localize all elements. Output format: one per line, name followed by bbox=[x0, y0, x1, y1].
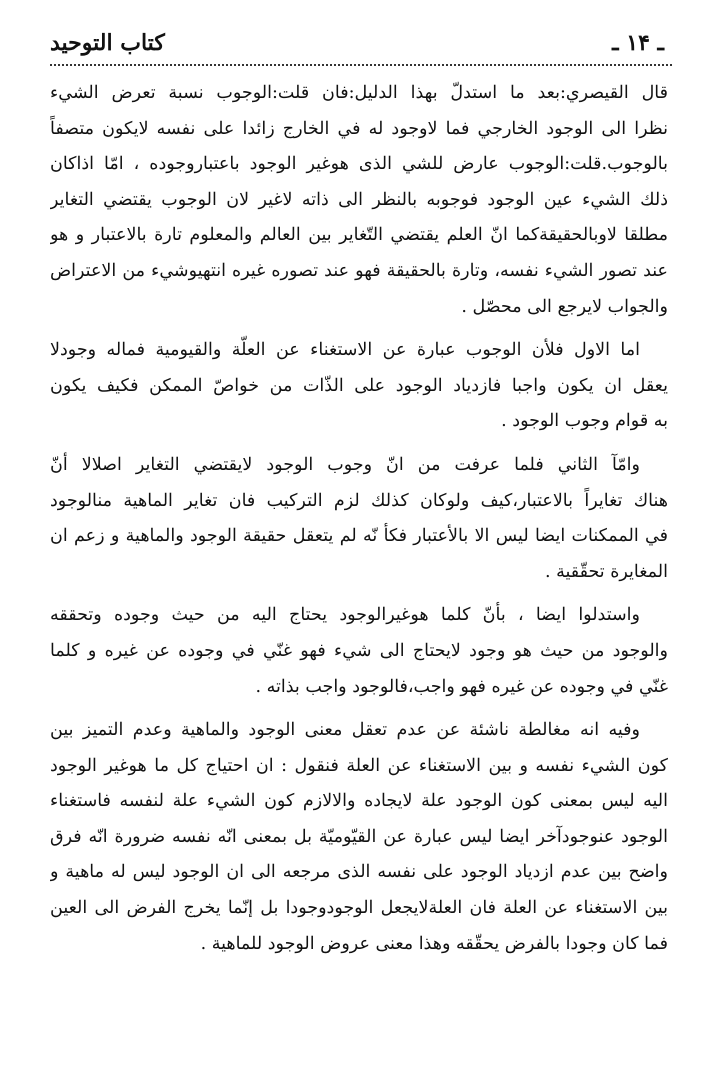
page-header bbox=[50, 26, 664, 60]
book-title: کتاب التوحید bbox=[50, 30, 165, 56]
text-line: اما الاول فلأن الوجوب عبارة عن الاستغناء عن العلّة والقیومیة فماله وجودلا bbox=[50, 340, 640, 361]
text-line: واستدلوا ایضا ، بأنّ کلما هوغیرالوجود یحتاج الیه من حیث وجوده وتحققه bbox=[50, 605, 640, 626]
text-line: قال القیصري:بعد ما استدلّ بهذا الدلیل:فان قلت:الوجوب نسبة تعرض الشيء bbox=[50, 83, 668, 103]
text-line: الیه لیس بمعنی کون الوجود علة لایجاده والالازم کون الشيء علة لنفسه فاستغناء bbox=[50, 791, 668, 812]
paragraph bbox=[50, 333, 668, 440]
paragraph bbox=[50, 598, 668, 705]
text-line: کون الشيء نفسه و بین الاستغناء عن العلة فنقول : ان احتیاج کل ما هوغیر الوجود bbox=[50, 755, 668, 776]
text-line: غنّي في وجوده عن غیره فهو واجب،فالوجود واجب بذاته . bbox=[255, 676, 668, 697]
text-line: به قوام وجوب الوجود . bbox=[501, 411, 668, 432]
text-line: وامّآ الثاني فلما عرفت من انّ وجوب الوجود لایقتضي التغایر اصلالا أنّ bbox=[50, 454, 640, 475]
text-line: یعقل ان یکون واجبا فازدیاد الوجود علی الذّات من خواصّ الممکن فکیف یکون bbox=[50, 375, 668, 396]
text-line: ذلك الشيء عین الوجود فوجوبه بالنظر الی ذاته لاغیر لان الوجوب یقتضي التغایر bbox=[50, 189, 668, 210]
text-line: المغایرة تحقّقیة . bbox=[544, 561, 668, 582]
text-line: فما کان وجودا بالفرض یحقّقه وهذا معنی عروض الوجود للماهیة . bbox=[200, 933, 668, 954]
text-line: وفیه انه مغالطة ناشئة عن عدم تعقل معنی الوجود والماهیة وعدم التمیز بین bbox=[50, 720, 640, 741]
text-line: مطلقا لاوبالحقیقةکما انّ العلم یقتضي التّغایر بین العالم والمعلوم تارة بالاعتبار و هو bbox=[50, 225, 668, 246]
text-line: واضح بین عدم ازدیاد الوجود علی نفسه الذی مرجعه الی ان الوجود لیس له ماهیة و bbox=[50, 862, 668, 883]
text-line: والوجود من حیث هو وجود لایحتاج الی شيء فهو غنّي في وجوده عن غیره و کلما bbox=[50, 640, 668, 661]
text-line: نظرا الی الوجود الخارجي فما لاوجود له في الخارج زائدا علی نفسه لایکون متصفاً bbox=[50, 118, 668, 139]
body-text bbox=[50, 76, 668, 962]
page-number: ـ ١۴ ـ bbox=[612, 30, 664, 56]
paragraph bbox=[50, 713, 668, 962]
paragraph bbox=[50, 448, 668, 590]
text-line: عند تصور الشيء نفسه، وتارة بالحقیقة فهو عند تصوره غیره انتهيوشيء من الاعتراض bbox=[50, 260, 668, 281]
text-line: بالوجوب.قلت:الوجوب عارض للشي الذی هوغیر الوجود باعتباروجوده ، امّا اذاکان bbox=[50, 154, 668, 175]
text-line: بین الاستغناء عن العلة فان العلةلایجعل الوجودوجودا بل إنّما یخرج الفرض الی العین bbox=[50, 898, 668, 919]
text-line: هناك تغایراً بالاعتبار،کیف ولوکان کذلك لزم الترکیب فان تغایر الماهیة منالوجود bbox=[50, 490, 668, 511]
paragraph bbox=[50, 76, 668, 325]
text-line: والجواب لایرجع الی محصّل . bbox=[461, 296, 668, 317]
text-line: الوجود عنوجودآخر ایضا لیس عبارة عن القیّومیّة بل بمعنی انّه نفسه ضرورة انّه فرق bbox=[50, 826, 668, 847]
text-line: في الممکنات ایضا لیس الا بالأعتبار فکأ نّه لم یتعقل حقیقة الوجود والماهیة و زعم ان bbox=[50, 526, 668, 547]
header-divider bbox=[50, 64, 672, 66]
